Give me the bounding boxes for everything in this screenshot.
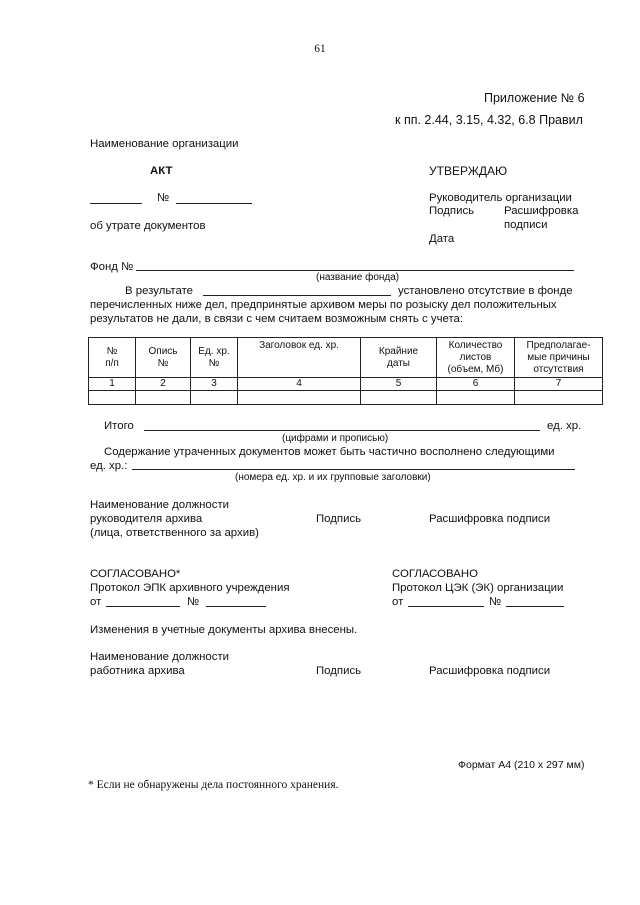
agreed-right-number-line [506,606,564,607]
restore-line-1: Содержание утраченных документов может быть частично восполнено следующими [104,446,555,458]
col-number-2: 2 [136,378,191,391]
table-row [89,391,603,405]
body-line-2: перечисленных ниже дел, предпринятые архивом меры по розыску дел положительных [90,299,557,311]
table-cell [361,391,437,405]
result-prefix: В результате [125,285,194,297]
total-caption: (цифрами и прописью) [282,433,389,444]
table-cell [136,391,191,405]
col-header-dates: Крайние даты [361,338,437,378]
approve-decoding-1: Расшифровка [504,205,579,217]
col-header-unit: Ед. хр. № [191,338,238,378]
agreed-left-protocol: Протокол ЭПК архивного учреждения [90,582,290,594]
result-blank-line [203,295,391,296]
archive-head-decoding: Расшифровка подписи [429,513,551,525]
act-number-sign: № [157,192,170,204]
approve-title: УТВЕРЖДАЮ [429,164,508,178]
approve-decoding-2: подписи [504,219,548,231]
col-number-6: 6 [437,378,515,391]
col-header-inventory: Опись № [136,338,191,378]
table-cell [238,391,361,405]
lost-items-table [88,337,603,405]
agreed-right-number-sign: № [489,596,502,608]
table-cell [191,391,238,405]
col-number-1: 1 [89,378,136,391]
format-note: Формат А4 (210 x 297 мм) [458,759,585,771]
agreed-left-title: СОГЛАСОВАНО* [90,568,181,580]
archive-head-line-2: руководителя архива [90,513,203,525]
archive-worker-decoding: Расшифровка подписи [429,665,551,677]
archive-head-line-3: (лица, ответственного за архив) [90,527,259,539]
col-number-3: 3 [191,378,238,391]
total-label: Итого [104,420,134,432]
act-date-line [90,203,142,204]
archive-worker-line-2: работника архива [90,665,185,677]
col-number-5: 5 [361,378,437,391]
agreed-right-from: от [392,596,404,608]
act-number-line [176,203,252,204]
footnote: * Если не обнаружены дела постоянного хранения. [88,779,339,791]
restore-line [132,469,575,470]
col-number-7: 7 [515,378,603,391]
agreed-right-date-line [408,606,484,607]
col-header-title: Заголовок ед. хр. [238,338,361,378]
agreed-right-title: СОГЛАСОВАНО [392,568,478,580]
table-cell [437,391,515,405]
col-header-number: № п/п [89,338,136,378]
approve-head: Руководитель организации [429,192,572,204]
col-number-4: 4 [238,378,361,391]
org-name-label: Наименование организации [90,138,239,150]
approve-date: Дата [429,233,455,245]
appendix-title: Приложение № 6 [484,91,585,105]
col-header-reasons: Предполагае- мые причины отсутствия [515,338,603,378]
act-title: АКТ [150,165,173,177]
agreed-left-number-sign: № [187,596,200,608]
agreed-left-from: от [90,596,102,608]
archive-worker-line-1: Наименование должности [90,651,230,663]
changes-note: Изменения в учетные документы архива внесены. [90,624,358,636]
fond-caption: (название фонда) [316,272,400,283]
agreed-left-number-line [206,606,266,607]
approve-signature: Подпись [429,205,475,217]
appendix-reference: к пп. 2.44, 3.15, 4.32, 6.8 Правил [395,113,583,127]
act-subject: об утрате документов [90,220,206,232]
restore-prefix: ед. хр.: [90,460,128,472]
archive-head-signature: Подпись [316,513,362,525]
total-line [144,430,540,431]
archive-worker-signature: Подпись [316,665,362,677]
table-cell [89,391,136,405]
archive-head-line-1: Наименование должности [90,499,230,511]
fond-label: Фонд № [90,261,134,273]
agreed-right-protocol: Протокол ЦЭК (ЭК) организации [392,582,564,594]
result-suffix: установлено отсутствие в фонде [398,285,573,297]
agreed-left-date-line [106,606,180,607]
body-line-3: результатов не дали, в связи с чем считаем возможным снять с учета: [90,313,464,325]
table-column-numbers-row [89,378,603,391]
page-number: 61 [314,43,326,55]
col-header-sheets: Количество листов (объем, Мб) [437,338,515,378]
table-cell [515,391,603,405]
table-header-row [89,338,603,378]
total-unit: ед. хр. [547,420,582,432]
restore-caption: (номера ед. хр. и их групповые заголовки) [235,472,431,483]
